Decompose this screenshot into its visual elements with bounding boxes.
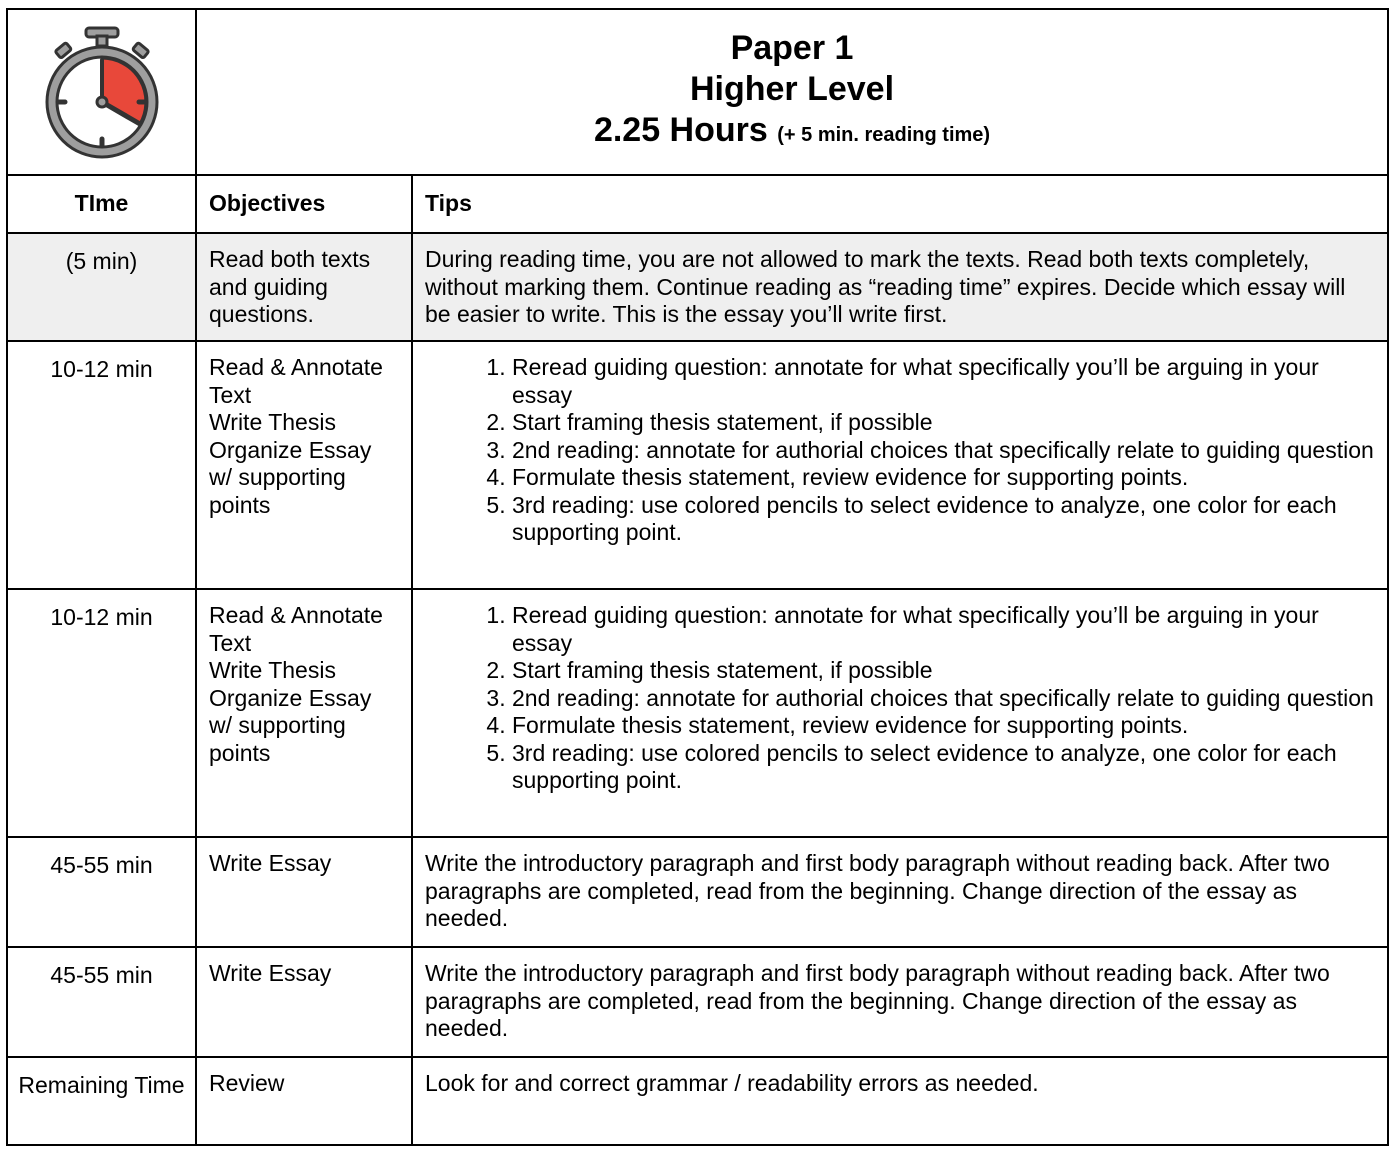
tips-cell <box>412 947 1388 1057</box>
tips-cell <box>412 233 1388 341</box>
time-text: 45-55 min <box>50 852 153 878</box>
step-item: 1. Reread guiding question: annotate for what specifically you’ll be arguing in your essay <box>512 602 1379 657</box>
table-row <box>7 837 1388 947</box>
objective-item: Read & Annotate Text <box>209 602 383 656</box>
title-row <box>7 9 1388 175</box>
time-cell <box>7 233 196 341</box>
step-item: 2. Start framing thesis statement, if possible <box>512 409 1379 437</box>
table-row <box>7 589 1388 837</box>
duration-title <box>197 110 1387 156</box>
table-row <box>7 233 1388 341</box>
objectives-cell <box>196 589 412 837</box>
level-title: Higher Level <box>689 70 895 108</box>
title-cell <box>196 9 1388 175</box>
time-text: Remaining Time <box>18 1072 185 1098</box>
time-cell <box>7 589 196 837</box>
time-cell <box>7 947 196 1057</box>
step-item: 5. 3rd reading: use colored pencils to select evidence to analyze, one color for each supporting point. <box>512 740 1379 795</box>
objectives-cell <box>196 947 412 1057</box>
table-row <box>7 341 1388 589</box>
time-cell <box>7 1057 196 1145</box>
step-item: 4. Formulate thesis statement, review evidence for supporting points. <box>512 464 1379 492</box>
objectives-cell <box>196 341 412 589</box>
objectives-cell <box>196 233 412 341</box>
time-text: 45-55 min <box>50 962 153 988</box>
step-item: 3. 2nd reading: annotate for authorial choices that specifically relate to guiding question <box>512 685 1379 713</box>
objectives-text: Write Essay <box>209 960 332 986</box>
objectives-cell <box>196 837 412 947</box>
tips-cell <box>412 589 1388 837</box>
step-item: 2. Start framing thesis statement, if possible <box>512 657 1379 685</box>
objectives-text: Write Essay <box>209 850 332 876</box>
column-header-row <box>7 175 1388 233</box>
time-cell <box>7 837 196 947</box>
step-item: 3. 2nd reading: annotate for authorial choices that specifically relate to guiding question <box>512 437 1379 465</box>
paper-title: Paper 1 <box>730 29 854 67</box>
logo-cell <box>7 9 196 175</box>
tips-text: During reading time, you are not allowed to mark the texts. Read both texts completely, without marking them. Continue reading as “reading time” expires. Decide which essay will be easier to write. This is the essay you’ll write first. <box>425 246 1346 327</box>
tips-text: Write the introductory paragraph and first body paragraph without reading back. After two paragraphs are completed, read from the beginning. Change direction of the essay as needed. <box>425 850 1330 931</box>
tips-cell <box>412 1057 1388 1145</box>
tips-cell <box>412 341 1388 589</box>
objective-item: Read & Annotate Text <box>209 354 383 408</box>
duration-value: 2.25 Hours <box>593 111 768 149</box>
reading-time-note: (+ 5 min. reading time) <box>777 124 991 146</box>
table-row <box>7 947 1388 1057</box>
objective-item: Write Thesis <box>209 657 336 683</box>
time-cell <box>7 341 196 589</box>
time-text: (5 min) <box>65 248 138 274</box>
tips-cell <box>412 837 1388 947</box>
objectives-cell <box>196 1057 412 1145</box>
time-text: 10-12 min <box>50 356 153 382</box>
column-header-tips: Tips <box>412 175 1388 233</box>
step-item: 4. Formulate thesis statement, review evidence for supporting points. <box>512 712 1379 740</box>
objective-item: Organize Essay w/ supporting points <box>209 436 372 518</box>
column-header-time: TIme <box>7 175 196 233</box>
table-row <box>7 1057 1388 1145</box>
tips-text: Write the introductory paragraph and first body paragraph without reading back. After two paragraphs are completed, read from the beginning. Change direction of the essay as needed. <box>425 960 1330 1041</box>
objective-item: Organize Essay w/ supporting points <box>209 684 372 766</box>
tips-text: Look for and correct grammar / readability errors as needed. <box>425 1070 1039 1096</box>
steps-list <box>413 602 1379 795</box>
stopwatch-icon <box>42 22 162 162</box>
objectives-text: Review <box>209 1070 285 1096</box>
objectives-text: Read both texts and guiding questions. <box>209 246 371 327</box>
steps-list <box>413 354 1379 547</box>
step-item: 1. Reread guiding question: annotate for what specifically you’ll be arguing in your essay <box>512 354 1379 409</box>
exam-plan-table <box>6 8 1389 1146</box>
step-item: 5. 3rd reading: use colored pencils to select evidence to analyze, one color for each supporting point. <box>512 492 1379 547</box>
time-text: 10-12 min <box>50 604 153 630</box>
objective-item: Write Thesis <box>209 409 336 435</box>
column-header-objectives: Objectives <box>196 175 412 233</box>
